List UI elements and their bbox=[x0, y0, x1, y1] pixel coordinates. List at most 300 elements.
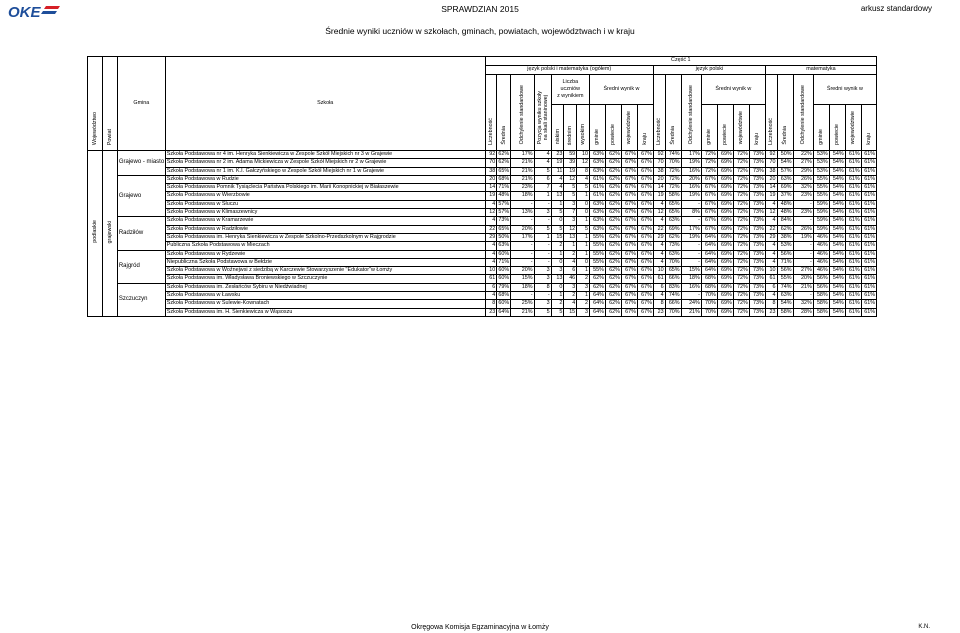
value-cell: 62% bbox=[605, 308, 621, 316]
value-cell: 4 bbox=[564, 258, 577, 266]
value-cell: 4 bbox=[485, 258, 497, 266]
value-cell: 53% bbox=[813, 167, 829, 175]
value-cell: 72% bbox=[733, 267, 749, 275]
value-cell: 63% bbox=[777, 175, 793, 183]
value-cell: 61% bbox=[861, 242, 876, 250]
value-cell: 20% bbox=[511, 267, 534, 275]
value-cell: 4 bbox=[653, 258, 665, 266]
value-cell: 62% bbox=[605, 275, 621, 283]
value-cell: - bbox=[511, 217, 534, 225]
value-cell: 54% bbox=[829, 175, 845, 183]
value-cell: 69% bbox=[717, 151, 733, 159]
value-cell: 5 bbox=[551, 209, 564, 217]
value-cell: 20% bbox=[511, 225, 534, 233]
value-cell: 0 bbox=[577, 209, 590, 217]
value-cell: 19% bbox=[681, 233, 701, 241]
value-cell: 54% bbox=[829, 159, 845, 167]
value-cell: 2 bbox=[564, 250, 577, 258]
value-cell: 65% bbox=[498, 167, 510, 174]
value-cell: 19 bbox=[551, 159, 564, 167]
value-cell: 73% bbox=[749, 184, 765, 192]
value-cell: 73% bbox=[749, 217, 765, 225]
value-cell: 23 bbox=[551, 151, 564, 159]
value-cell: 23 bbox=[653, 308, 665, 316]
value-cell: 59 bbox=[564, 151, 577, 159]
value-cell: 73% bbox=[749, 292, 765, 300]
gmina-cell: Rajgród bbox=[117, 250, 165, 283]
value-cell: 20% bbox=[793, 275, 813, 283]
value-cell: 63% bbox=[589, 151, 605, 159]
group-pol: język polski bbox=[653, 66, 765, 75]
value-cell: 1 bbox=[577, 217, 590, 225]
value-cell: 67% bbox=[637, 308, 653, 316]
value-cell: 2 bbox=[564, 292, 577, 300]
value-cell: 67% bbox=[621, 192, 637, 200]
table-row bbox=[88, 175, 877, 183]
value-cell: 18% bbox=[511, 283, 534, 291]
table-row bbox=[88, 308, 877, 316]
value-cell: 61% bbox=[845, 300, 861, 308]
value-cell: 21% bbox=[511, 159, 534, 167]
value-cell: 61% bbox=[861, 275, 876, 283]
value-cell: - bbox=[534, 258, 551, 266]
value-cell: 58% bbox=[813, 300, 829, 308]
value-cell: 55% bbox=[589, 233, 605, 241]
gmina-cell: Grajewo - miasto bbox=[117, 151, 165, 176]
value-cell: 61% bbox=[845, 267, 861, 275]
value-cell: 48% bbox=[777, 200, 793, 208]
value-cell: 67% bbox=[637, 151, 653, 159]
value-cell: 13 bbox=[551, 192, 564, 200]
school-name-cell: Szkoła Podstawowa w Wierzbowie bbox=[165, 192, 485, 200]
value-cell: 1 bbox=[534, 233, 551, 241]
header-kraju-1: kraju bbox=[637, 105, 653, 151]
value-cell: 20 bbox=[765, 175, 777, 183]
value-cell: 54% bbox=[829, 242, 845, 250]
value-cell: 70% bbox=[701, 300, 717, 308]
value-cell: 61% bbox=[845, 225, 861, 233]
value-cell: 73% bbox=[749, 151, 765, 159]
value-cell: 73% bbox=[749, 300, 765, 308]
value-cell: 16% bbox=[681, 184, 701, 192]
value-cell: 67% bbox=[621, 225, 637, 233]
value-cell: 72% bbox=[733, 275, 749, 283]
value-cell: 64% bbox=[701, 258, 717, 266]
header-sredni-wynik-3: Średni wynik w bbox=[813, 75, 876, 105]
value-cell: 4 bbox=[653, 217, 665, 225]
value-cell: 4 bbox=[485, 200, 497, 208]
value-cell: 67% bbox=[621, 175, 637, 183]
header-wojewodztwie-3: województwie bbox=[845, 105, 861, 151]
value-cell: 61% bbox=[861, 233, 876, 241]
table-row bbox=[88, 292, 877, 300]
value-cell: 62% bbox=[589, 275, 605, 283]
value-cell: 67% bbox=[637, 192, 653, 200]
value-cell: 61% bbox=[861, 217, 876, 225]
table-row bbox=[88, 217, 877, 225]
table-row bbox=[88, 159, 877, 167]
value-cell: 25% bbox=[511, 300, 534, 308]
value-cell: 5 bbox=[534, 167, 551, 175]
value-cell: 67% bbox=[621, 217, 637, 225]
value-cell: 69% bbox=[717, 192, 733, 200]
value-cell: 48% bbox=[498, 192, 510, 199]
value-cell: 69% bbox=[717, 275, 733, 283]
value-cell: 64% bbox=[589, 300, 605, 308]
value-cell: 72% bbox=[733, 225, 749, 233]
value-cell: 68% bbox=[701, 283, 717, 291]
value-cell: 62% bbox=[605, 242, 621, 250]
value-cell: 54% bbox=[829, 308, 845, 316]
value-cell: 19% bbox=[681, 159, 701, 167]
value-cell: 4 bbox=[765, 217, 777, 225]
value-cell: 62% bbox=[605, 258, 621, 266]
school-name-cell: Szkoła Podstawowa w Radziłowie bbox=[165, 225, 485, 233]
value-cell: 92 bbox=[485, 151, 497, 159]
group-mat: matematyka bbox=[765, 66, 876, 75]
value-cell: 72% bbox=[733, 167, 749, 175]
value-cell: - bbox=[534, 250, 551, 258]
value-cell: 67% bbox=[701, 225, 717, 233]
value-cell: 74% bbox=[777, 283, 793, 291]
value-cell: 72% bbox=[701, 159, 717, 167]
value-cell: 5 bbox=[564, 184, 577, 192]
value-cell: 16% bbox=[681, 283, 701, 291]
value-cell: 61% bbox=[861, 175, 876, 183]
value-cell: 1 bbox=[551, 200, 564, 208]
value-cell: - bbox=[681, 250, 701, 258]
value-cell: 13% bbox=[511, 209, 534, 217]
value-cell: 54% bbox=[777, 159, 793, 167]
value-cell: 32% bbox=[793, 184, 813, 192]
value-cell: 69% bbox=[777, 184, 793, 192]
value-cell: 5 bbox=[551, 225, 564, 233]
value-cell: 62% bbox=[605, 209, 621, 217]
value-cell: 55% bbox=[589, 242, 605, 250]
value-cell: 67% bbox=[701, 217, 717, 225]
value-cell: 72% bbox=[733, 217, 749, 225]
value-cell: 62% bbox=[605, 217, 621, 225]
value-cell: 63% bbox=[777, 292, 793, 300]
value-cell: 27% bbox=[793, 267, 813, 275]
value-cell: 73% bbox=[749, 200, 765, 208]
value-cell: 73% bbox=[749, 275, 765, 283]
value-cell: 67% bbox=[621, 233, 637, 241]
value-cell: 73% bbox=[749, 225, 765, 233]
value-cell: 67% bbox=[621, 200, 637, 208]
value-cell: 2 bbox=[551, 242, 564, 250]
value-cell: 61% bbox=[861, 167, 876, 175]
value-cell: 4 bbox=[765, 292, 777, 300]
value-cell: 65% bbox=[665, 267, 681, 275]
value-cell: 69% bbox=[717, 250, 733, 258]
value-cell: 54% bbox=[829, 258, 845, 266]
value-cell: 0 bbox=[577, 200, 590, 208]
value-cell: 1 bbox=[577, 292, 590, 300]
value-cell: 73% bbox=[749, 159, 765, 167]
value-cell: 0 bbox=[551, 283, 564, 291]
value-cell: 61% bbox=[861, 151, 876, 159]
value-cell: 10 bbox=[485, 267, 497, 275]
table-row bbox=[88, 151, 877, 159]
table-row bbox=[88, 250, 877, 258]
value-cell: 46% bbox=[813, 233, 829, 241]
value-cell: 74% bbox=[665, 151, 681, 159]
value-cell: 61% bbox=[845, 209, 861, 217]
value-cell: 67% bbox=[701, 184, 717, 192]
header-mat-odchylenie: Odchylenie standardowe bbox=[793, 75, 813, 151]
value-cell: 5 bbox=[534, 308, 551, 316]
value-cell: 72% bbox=[733, 192, 749, 200]
value-cell: 14 bbox=[485, 184, 497, 192]
header-pol-srednia: Średnia bbox=[665, 75, 681, 151]
header-pol-liczebnosc: Liczebność bbox=[653, 75, 665, 151]
value-cell: 61% bbox=[845, 233, 861, 241]
header-powiat: Powiat bbox=[102, 57, 117, 151]
value-cell: 61% bbox=[861, 300, 876, 308]
value-cell: 73% bbox=[665, 242, 681, 250]
value-cell: 1 bbox=[577, 267, 590, 275]
value-cell: 69% bbox=[717, 159, 733, 167]
value-cell: 64% bbox=[701, 233, 717, 241]
school-name-cell: Szkoła Podstawowa w Klimaszewnicy bbox=[165, 209, 485, 217]
value-cell: 58% bbox=[665, 192, 681, 200]
value-cell: - bbox=[511, 292, 534, 300]
value-cell: 63% bbox=[498, 242, 510, 249]
value-cell: 19% bbox=[793, 233, 813, 241]
value-cell: 69% bbox=[717, 225, 733, 233]
value-cell: 66% bbox=[665, 300, 681, 308]
value-cell: 60% bbox=[498, 267, 510, 274]
value-cell: 55% bbox=[813, 192, 829, 200]
value-cell: 70% bbox=[665, 258, 681, 266]
value-cell: 62% bbox=[777, 225, 793, 233]
value-cell: 29 bbox=[765, 233, 777, 241]
value-cell: 63% bbox=[589, 159, 605, 167]
value-cell: 3 bbox=[577, 283, 590, 291]
value-cell: 69% bbox=[717, 242, 733, 250]
value-cell: 3 bbox=[551, 267, 564, 275]
value-cell: 62% bbox=[605, 225, 621, 233]
value-cell: 16% bbox=[681, 167, 701, 175]
value-cell: 68% bbox=[701, 275, 717, 283]
value-cell: 10 bbox=[765, 267, 777, 275]
value-cell: 0 bbox=[551, 258, 564, 266]
header-powiecie-3: powiecie bbox=[829, 105, 845, 151]
value-cell: 12 bbox=[485, 209, 497, 217]
school-name-cell: Szkoła Podstawowa w Woźnejwsi z siedzibą w Karczewie Stowarzyszenie "Edukator"w Łomży bbox=[165, 267, 485, 275]
header-srednim: średnim bbox=[564, 105, 577, 151]
value-cell: 55% bbox=[589, 267, 605, 275]
value-cell: 10 bbox=[577, 151, 590, 159]
header-gminie-1: gminie bbox=[589, 105, 605, 151]
value-cell: 61% bbox=[589, 175, 605, 183]
value-cell: 70% bbox=[665, 159, 681, 167]
value-cell: 71% bbox=[777, 258, 793, 266]
value-cell: 70% bbox=[665, 308, 681, 316]
header-wojewodztwie-2: województwie bbox=[733, 105, 749, 151]
header-wojewodztwie-1: województwie bbox=[621, 105, 637, 151]
value-cell: 28% bbox=[793, 308, 813, 316]
value-cell: 21% bbox=[511, 175, 534, 183]
value-cell: 59% bbox=[813, 217, 829, 225]
value-cell: 73% bbox=[749, 175, 765, 183]
value-cell: 72% bbox=[733, 283, 749, 291]
value-cell: - bbox=[793, 292, 813, 300]
value-cell: 65% bbox=[665, 209, 681, 217]
value-cell: 67% bbox=[637, 225, 653, 233]
value-cell: 67% bbox=[637, 300, 653, 308]
value-cell: 2 bbox=[577, 300, 590, 308]
value-cell: 54% bbox=[829, 292, 845, 300]
value-cell: 5 bbox=[577, 184, 590, 192]
value-cell: 73% bbox=[749, 167, 765, 175]
value-cell: 62% bbox=[605, 151, 621, 159]
value-cell: 62% bbox=[605, 192, 621, 200]
header-sredni-wynik-2: Średni wynik w bbox=[701, 75, 765, 105]
value-cell: 14 bbox=[765, 184, 777, 192]
school-name-cell: Szkoła Podstawowa nr 4 im. Henryka Sienkiewicza w Zespole Szkół Miejskich nr 3 w Grajewie bbox=[165, 151, 485, 159]
value-cell: 54% bbox=[829, 250, 845, 258]
value-cell: 54% bbox=[829, 225, 845, 233]
value-cell: 17% bbox=[511, 151, 534, 159]
value-cell: 56% bbox=[777, 250, 793, 258]
header-liczebnosc: Liczebność bbox=[485, 75, 497, 151]
value-cell: 62% bbox=[605, 300, 621, 308]
value-cell: 54% bbox=[829, 184, 845, 192]
wojewodztwo-cell: podlaskie bbox=[88, 151, 103, 317]
value-cell: 72% bbox=[701, 167, 717, 175]
value-cell: 72% bbox=[733, 209, 749, 217]
value-cell: 61% bbox=[861, 308, 876, 316]
value-cell: 92 bbox=[765, 151, 777, 159]
value-cell: 26% bbox=[793, 175, 813, 183]
value-cell: 64% bbox=[589, 292, 605, 300]
table-row bbox=[88, 242, 877, 250]
value-cell: 54% bbox=[829, 200, 845, 208]
value-cell: 8% bbox=[681, 209, 701, 217]
value-cell: 69% bbox=[717, 300, 733, 308]
value-cell: 62% bbox=[665, 233, 681, 241]
table-row bbox=[88, 275, 877, 283]
value-cell: 58% bbox=[813, 292, 829, 300]
header-sredni-wynik-1: Średni wynik w bbox=[589, 75, 653, 105]
value-cell: 67% bbox=[621, 151, 637, 159]
svg-text:OKE: OKE bbox=[8, 4, 41, 19]
value-cell: 63% bbox=[589, 200, 605, 208]
value-cell: 22% bbox=[793, 151, 813, 159]
value-cell: 23 bbox=[485, 308, 497, 316]
value-cell: 56% bbox=[813, 283, 829, 291]
value-cell: 62% bbox=[589, 283, 605, 291]
value-cell: 61% bbox=[845, 283, 861, 291]
value-cell: 63% bbox=[665, 250, 681, 258]
value-cell: 67% bbox=[621, 184, 637, 192]
value-cell: 3 bbox=[564, 200, 577, 208]
value-cell: 55% bbox=[589, 250, 605, 258]
header-szkola: Szkoła bbox=[165, 57, 485, 151]
value-cell: 62% bbox=[605, 292, 621, 300]
value-cell: 4 bbox=[653, 250, 665, 258]
value-cell: 67% bbox=[637, 159, 653, 167]
value-cell: 15% bbox=[511, 275, 534, 283]
header-kraju-2: kraju bbox=[749, 105, 765, 151]
value-cell: 72% bbox=[733, 159, 749, 167]
value-cell: 72% bbox=[733, 242, 749, 250]
value-cell: 56% bbox=[777, 267, 793, 275]
value-cell: 19 bbox=[653, 192, 665, 200]
value-cell: 6 bbox=[485, 283, 497, 291]
value-cell: 26% bbox=[793, 225, 813, 233]
header-mat-liczebnosc: Liczebność bbox=[765, 75, 777, 151]
value-cell: 65% bbox=[665, 200, 681, 208]
value-cell: 4 bbox=[485, 217, 497, 225]
value-cell: 61% bbox=[861, 209, 876, 217]
value-cell: 61% bbox=[845, 184, 861, 192]
value-cell: 60% bbox=[498, 300, 510, 307]
value-cell: 63% bbox=[589, 217, 605, 225]
value-cell: 67% bbox=[701, 175, 717, 183]
value-cell: 12 bbox=[765, 209, 777, 217]
value-cell: 59% bbox=[813, 225, 829, 233]
value-cell: 17% bbox=[681, 151, 701, 159]
value-cell: 73% bbox=[749, 267, 765, 275]
value-cell: 29 bbox=[653, 233, 665, 241]
value-cell: 68% bbox=[498, 175, 510, 182]
value-cell: 67% bbox=[621, 292, 637, 300]
value-cell: 5 bbox=[577, 225, 590, 233]
header-niskim: niskim bbox=[551, 105, 564, 151]
value-cell: 23% bbox=[511, 184, 534, 192]
value-cell: 4 bbox=[485, 242, 497, 250]
value-cell: 54% bbox=[829, 167, 845, 175]
results-table bbox=[87, 56, 877, 317]
value-cell: 19 bbox=[485, 192, 497, 200]
value-cell: 60% bbox=[498, 275, 510, 282]
value-cell: 61% bbox=[845, 275, 861, 283]
value-cell: 4 bbox=[551, 184, 564, 192]
school-name-cell: Szkoła Podstawowa im. Władysława Broniewskiego w Szczuczynie bbox=[165, 275, 485, 283]
header-powiecie-2: powiecie bbox=[717, 105, 733, 151]
value-cell: 21% bbox=[681, 308, 701, 316]
value-cell: 46% bbox=[813, 267, 829, 275]
gmina-cell: Radziłów bbox=[117, 217, 165, 250]
value-cell: 72% bbox=[665, 175, 681, 183]
value-cell: 67% bbox=[621, 300, 637, 308]
value-cell: 73% bbox=[749, 233, 765, 241]
school-name-cell: Szkoła Podstawowa nr 2 im. Adama Mickiewicza w Zespole Szkół Miejskich nr 2 w Grajewie bbox=[165, 159, 485, 167]
value-cell: 6 bbox=[653, 283, 665, 291]
value-cell: 72% bbox=[733, 308, 749, 316]
value-cell: 67% bbox=[637, 250, 653, 258]
value-cell: 53% bbox=[777, 242, 793, 250]
value-cell: 62% bbox=[605, 233, 621, 241]
value-cell: 6 bbox=[564, 267, 577, 275]
value-cell: 14 bbox=[653, 184, 665, 192]
value-cell: 12 bbox=[577, 159, 590, 167]
value-cell: 22 bbox=[653, 225, 665, 233]
value-cell: 67% bbox=[637, 283, 653, 291]
value-cell: - bbox=[534, 200, 551, 208]
value-cell: 62% bbox=[605, 175, 621, 183]
value-cell: 73% bbox=[749, 283, 765, 291]
value-cell: 8 bbox=[653, 300, 665, 308]
school-name-cell: Niepubliczna Szkoła Podstawowa w Bełdzie bbox=[165, 258, 485, 266]
value-cell: 13 bbox=[551, 275, 564, 283]
value-cell: 4 bbox=[551, 175, 564, 183]
value-cell: 56% bbox=[813, 275, 829, 283]
header-gminie-2: gminie bbox=[701, 105, 717, 151]
